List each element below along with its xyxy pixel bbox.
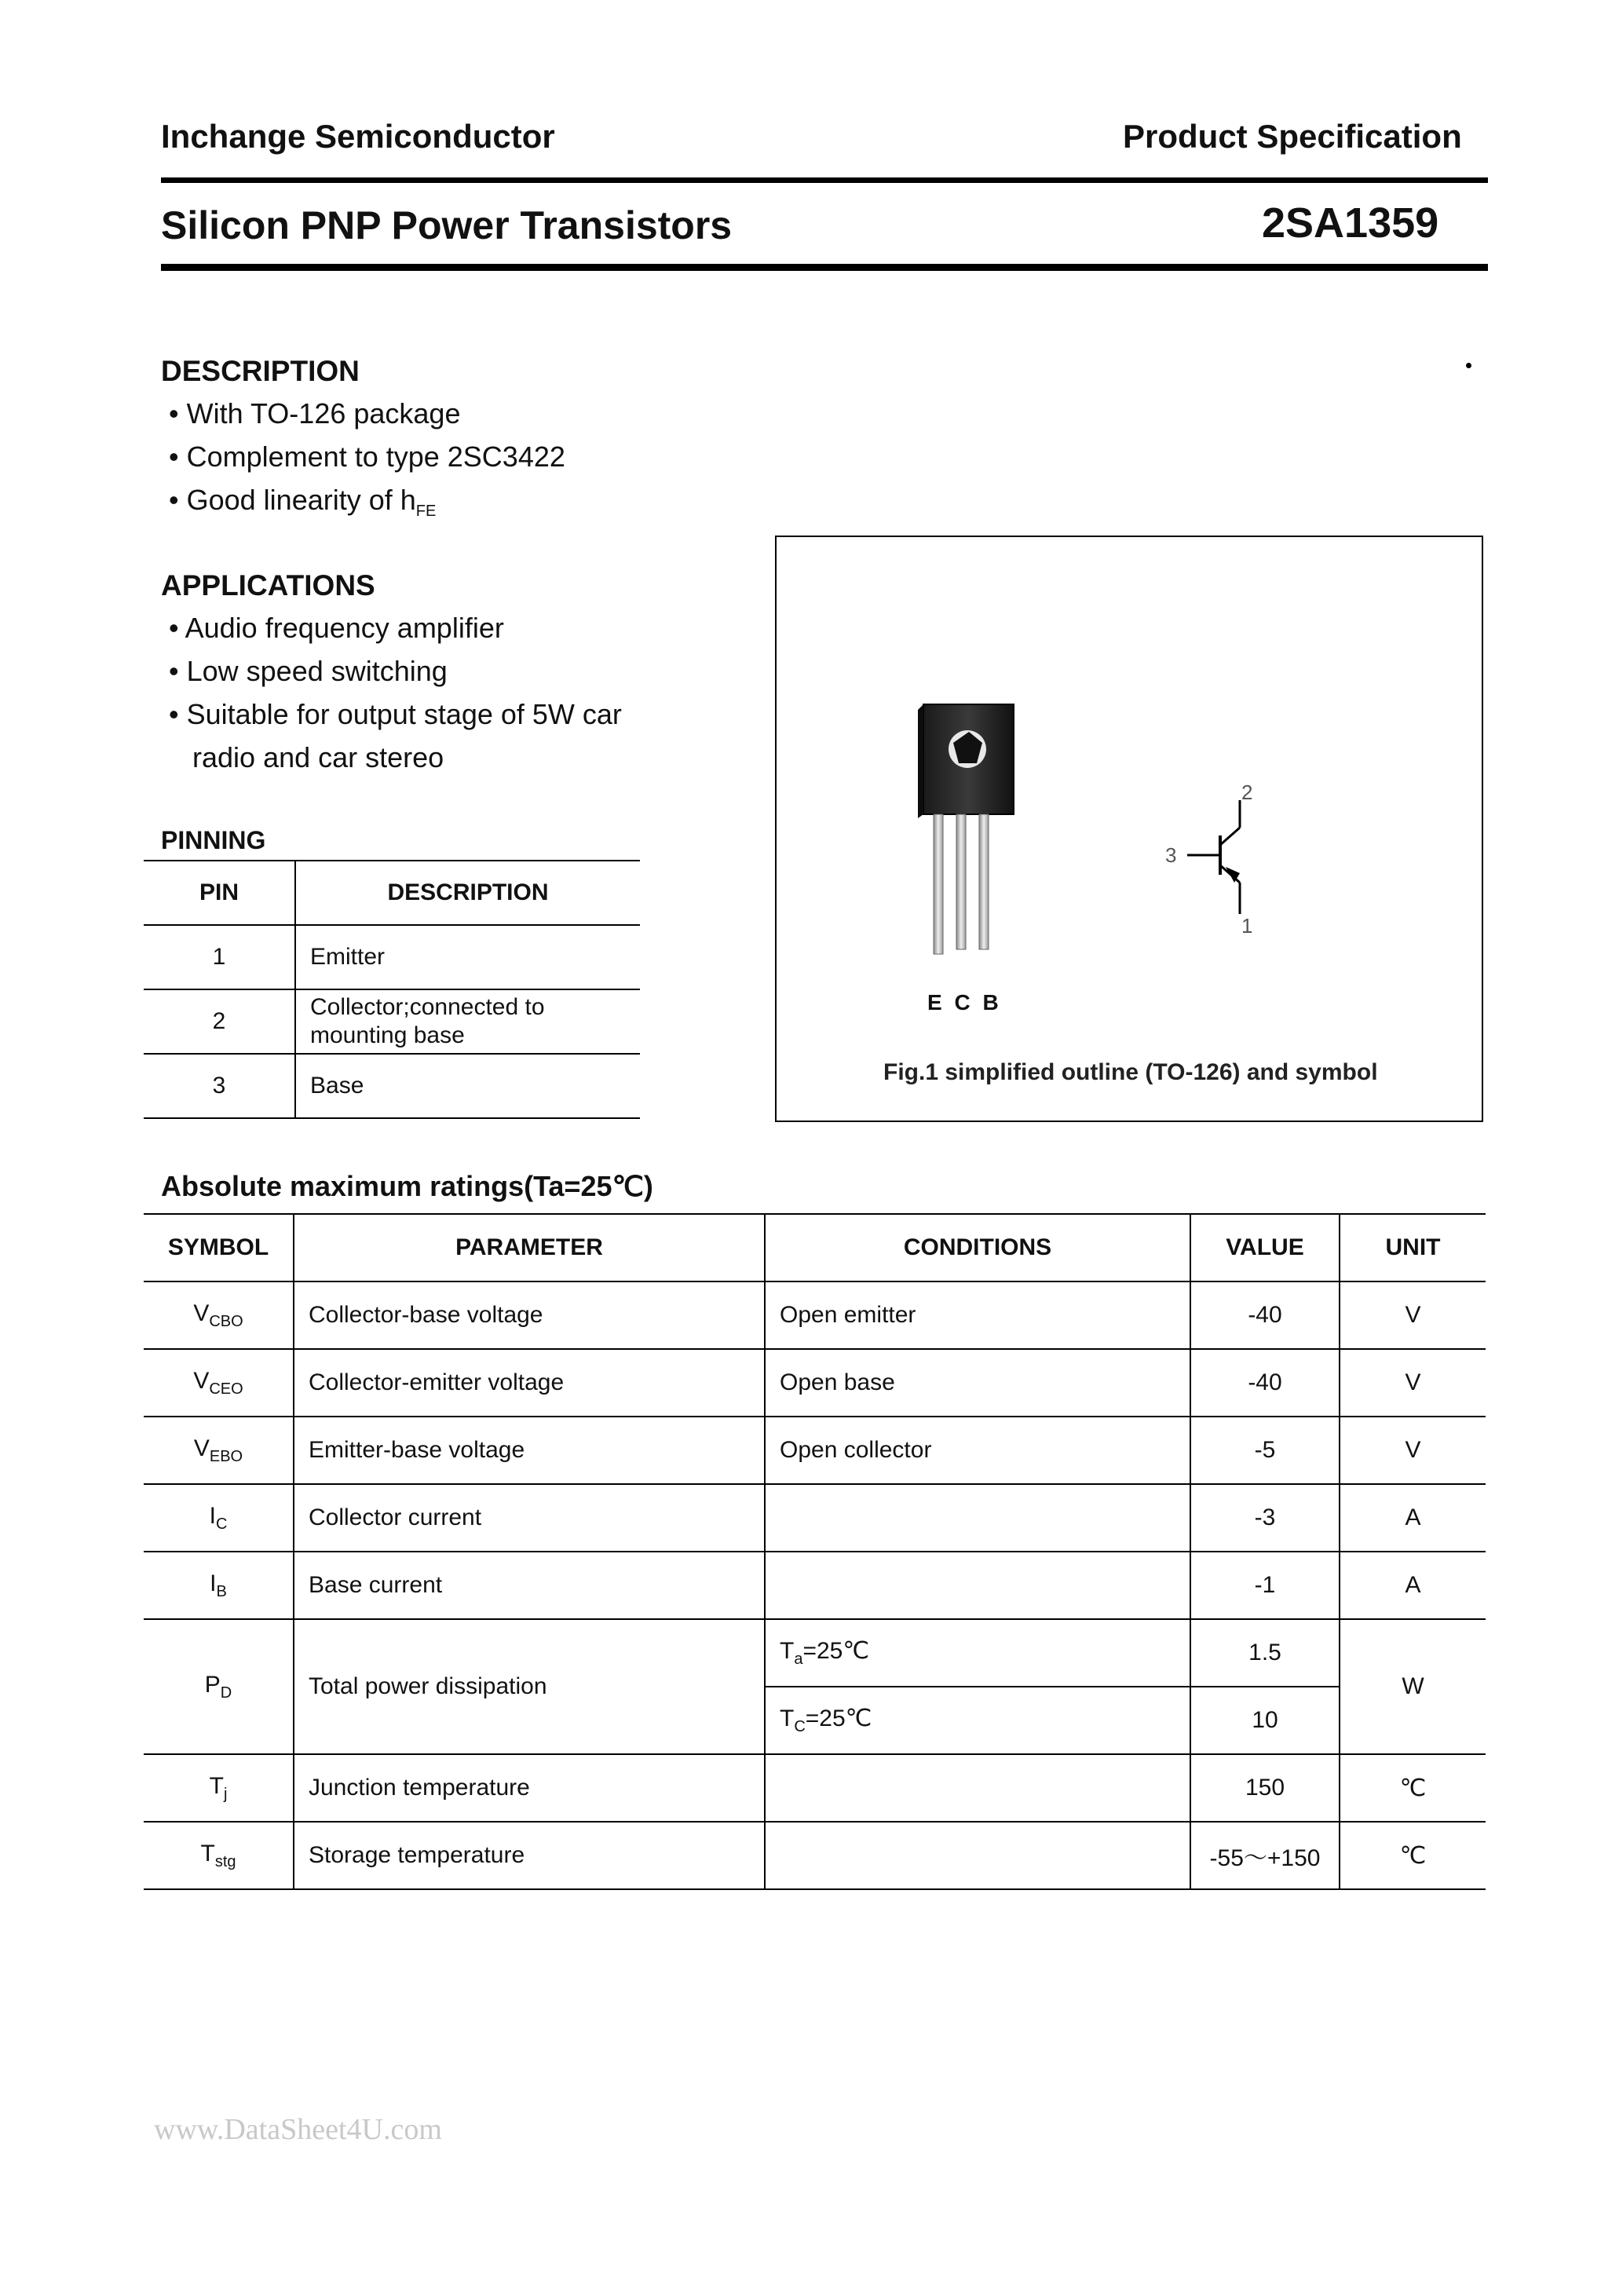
- header-rule: [161, 177, 1488, 183]
- symbol-subscript: j: [223, 1785, 228, 1803]
- title-rule: [161, 264, 1488, 271]
- conditions-cell: [765, 1484, 1190, 1552]
- symbol-pin-label: 2: [1241, 781, 1253, 804]
- collector-line: [1220, 828, 1240, 845]
- value-cell: -5: [1190, 1417, 1340, 1484]
- symbol-subscript: C: [215, 1515, 228, 1533]
- symbol-letter: P: [204, 1671, 221, 1698]
- list-item: • Low speed switching: [169, 655, 448, 687]
- unit-cell: W: [1340, 1619, 1486, 1754]
- parameter-cell: Collector current: [294, 1484, 765, 1552]
- pin-description: Emitter: [295, 925, 640, 989]
- table-row: [144, 1552, 1486, 1619]
- pinning-table: [144, 860, 640, 1119]
- unit-cell: ℃: [1340, 1754, 1486, 1822]
- column-header: CONDITIONS: [765, 1214, 1190, 1281]
- condition-text: =25℃: [805, 1706, 872, 1731]
- application-item: Audio frequency amplifier: [185, 612, 504, 644]
- symbol-cell: [144, 1822, 294, 1889]
- symbol-cell: [144, 1754, 294, 1822]
- watermark-link[interactable]: www.DataSheet4U.com: [154, 2113, 442, 2146]
- parameter-cell: Storage temperature: [294, 1822, 765, 1889]
- lead-base: [979, 814, 989, 949]
- lead-letters: E C B: [927, 990, 1002, 1015]
- symbol-cell: [144, 1484, 294, 1552]
- parameter-cell: Base current: [294, 1552, 765, 1619]
- description-item: With TO-126 package: [186, 397, 461, 430]
- conditions-cell: [765, 1754, 1190, 1822]
- pin-number: 1: [144, 925, 295, 989]
- description-list: [169, 392, 565, 533]
- list-item: • Good linearity of $h_{FE}$: [169, 484, 437, 521]
- package-side: [918, 704, 923, 818]
- table-row: [144, 1754, 1486, 1822]
- description-heading: DESCRIPTION: [161, 355, 360, 387]
- pin-description: [295, 989, 640, 1054]
- package-outline-illustration: [777, 537, 1482, 1121]
- column-header: PARAMETER: [294, 1214, 765, 1281]
- symbol-cell: [144, 1417, 294, 1484]
- table-row: [144, 925, 640, 989]
- conditions-cell: Open base: [765, 1349, 1190, 1417]
- application-item: Suitable for output stage of 5W car: [186, 698, 622, 730]
- company-name: Inchange Semiconductor: [161, 118, 555, 155]
- condition-subscript: a: [794, 1651, 803, 1668]
- value-cell: 150: [1190, 1754, 1340, 1822]
- symbol-subscript: D: [220, 1684, 232, 1702]
- pin-description-line: mounting base: [310, 1022, 465, 1048]
- symbol-subscript: CBO: [209, 1312, 243, 1330]
- conditions-cell: Open emitter: [765, 1281, 1190, 1349]
- table-row: [144, 1349, 1486, 1417]
- part-number: 2SA1359: [1262, 199, 1439, 247]
- table-header-row: [144, 1214, 1486, 1281]
- symbol-subscript: B: [216, 1582, 227, 1600]
- unit-cell: V: [1340, 1349, 1486, 1417]
- hfe-subscript: FE: [415, 503, 437, 521]
- transistor-symbol: [1187, 800, 1240, 914]
- lead-emitter: [934, 814, 943, 954]
- description-item: Good linearity of h: [186, 484, 416, 516]
- parameter-cell: Emitter-base voltage: [294, 1417, 765, 1484]
- table-row: [144, 1281, 1486, 1349]
- unit-cell: ℃: [1340, 1822, 1486, 1889]
- lead-collector: [956, 814, 966, 949]
- table-row: [144, 1417, 1486, 1484]
- table-row: [144, 1054, 640, 1118]
- conditions-cell: Open collector: [765, 1417, 1190, 1484]
- conditions-cell: [765, 1619, 1190, 1687]
- condition-subscript: C: [794, 1718, 806, 1735]
- parameter-cell: Total power dissipation: [294, 1619, 765, 1754]
- pin-description-line: Collector;connected to: [310, 994, 545, 1020]
- symbol-cell: [144, 1619, 294, 1754]
- symbol-cell: [144, 1552, 294, 1619]
- application-continuation: radio and car stereo: [192, 741, 444, 773]
- table-row: [144, 1822, 1486, 1889]
- table-row: [144, 989, 640, 1054]
- symbol-letter: V: [193, 1300, 210, 1326]
- list-item: • With TO-126 package: [169, 397, 461, 430]
- value-cell: 1.5: [1190, 1619, 1340, 1687]
- value-cell: -40: [1190, 1281, 1340, 1349]
- stray-dot: [1466, 363, 1471, 368]
- list-item: • Complement to type 2SC3422: [169, 441, 565, 473]
- table-row: [144, 1484, 1486, 1552]
- symbol-letter: T: [209, 1772, 224, 1799]
- parameter-cell: Collector-emitter voltage: [294, 1349, 765, 1417]
- symbol-subscript: stg: [214, 1852, 236, 1870]
- application-item: Low speed switching: [186, 655, 448, 687]
- column-header: UNIT: [1340, 1214, 1486, 1281]
- pinning-heading: PINNING: [161, 826, 266, 854]
- pin-number: 2: [144, 989, 295, 1054]
- symbol-subscript: CEO: [209, 1380, 243, 1398]
- pin-number: 3: [144, 1054, 295, 1118]
- list-item: • Audio frequency amplifier: [169, 612, 504, 644]
- applications-heading: APPLICATIONS: [161, 569, 375, 601]
- parameter-cell: Collector-base voltage: [294, 1281, 765, 1349]
- applications-list: [169, 606, 622, 779]
- conditions-cell: [765, 1687, 1190, 1754]
- table-row: [144, 1619, 1486, 1687]
- unit-cell: V: [1340, 1417, 1486, 1484]
- symbol-cell: [144, 1281, 294, 1349]
- value-cell: -1: [1190, 1552, 1340, 1619]
- condition-text: T: [780, 1706, 795, 1731]
- symbol-letter: V: [193, 1435, 210, 1461]
- list-item: • Suitable for output stage of 5W car: [169, 698, 622, 730]
- value-cell: 10: [1190, 1687, 1340, 1754]
- figure-box: [775, 536, 1483, 1122]
- column-header: VALUE: [1190, 1214, 1340, 1281]
- symbol-letter: V: [193, 1367, 210, 1394]
- symbol-letter: I: [209, 1502, 216, 1529]
- symbol-pin-label: 1: [1241, 914, 1253, 938]
- table-header-row: [144, 861, 640, 925]
- value-cell: -3: [1190, 1484, 1340, 1552]
- list-item: [169, 736, 622, 779]
- value-cell: -40: [1190, 1349, 1340, 1417]
- pin-description: Base: [295, 1054, 640, 1118]
- symbol-subscript: EBO: [209, 1447, 243, 1465]
- ratings-table: [144, 1213, 1486, 1890]
- symbol-letter: T: [200, 1840, 215, 1866]
- ratings-heading: Absolute maximum ratings(Ta=25℃): [161, 1170, 653, 1202]
- column-header: SYMBOL: [144, 1214, 294, 1281]
- page-title: Silicon PNP Power Transistors: [161, 203, 733, 247]
- document-type: Product Specification: [1123, 118, 1462, 155]
- conditions-cell: [765, 1822, 1190, 1889]
- parameter-cell: Junction temperature: [294, 1754, 765, 1822]
- symbol-letter: I: [210, 1570, 217, 1596]
- unit-cell: V: [1340, 1281, 1486, 1349]
- symbol-cell: [144, 1349, 294, 1417]
- conditions-cell: [765, 1552, 1190, 1619]
- condition-text: T: [780, 1638, 795, 1664]
- condition-text: =25℃: [802, 1638, 870, 1664]
- value-cell: -55～+150: [1190, 1822, 1340, 1889]
- unit-cell: A: [1340, 1552, 1486, 1619]
- figure-caption: Fig.1 simplified outline (TO-126) and symbol: [883, 1059, 1378, 1085]
- column-header: PIN: [144, 861, 295, 925]
- symbol-pin-label: 3: [1165, 843, 1177, 867]
- description-item: Complement to type 2SC3422: [186, 441, 565, 473]
- column-header: DESCRIPTION: [295, 861, 640, 925]
- unit-cell: A: [1340, 1484, 1486, 1552]
